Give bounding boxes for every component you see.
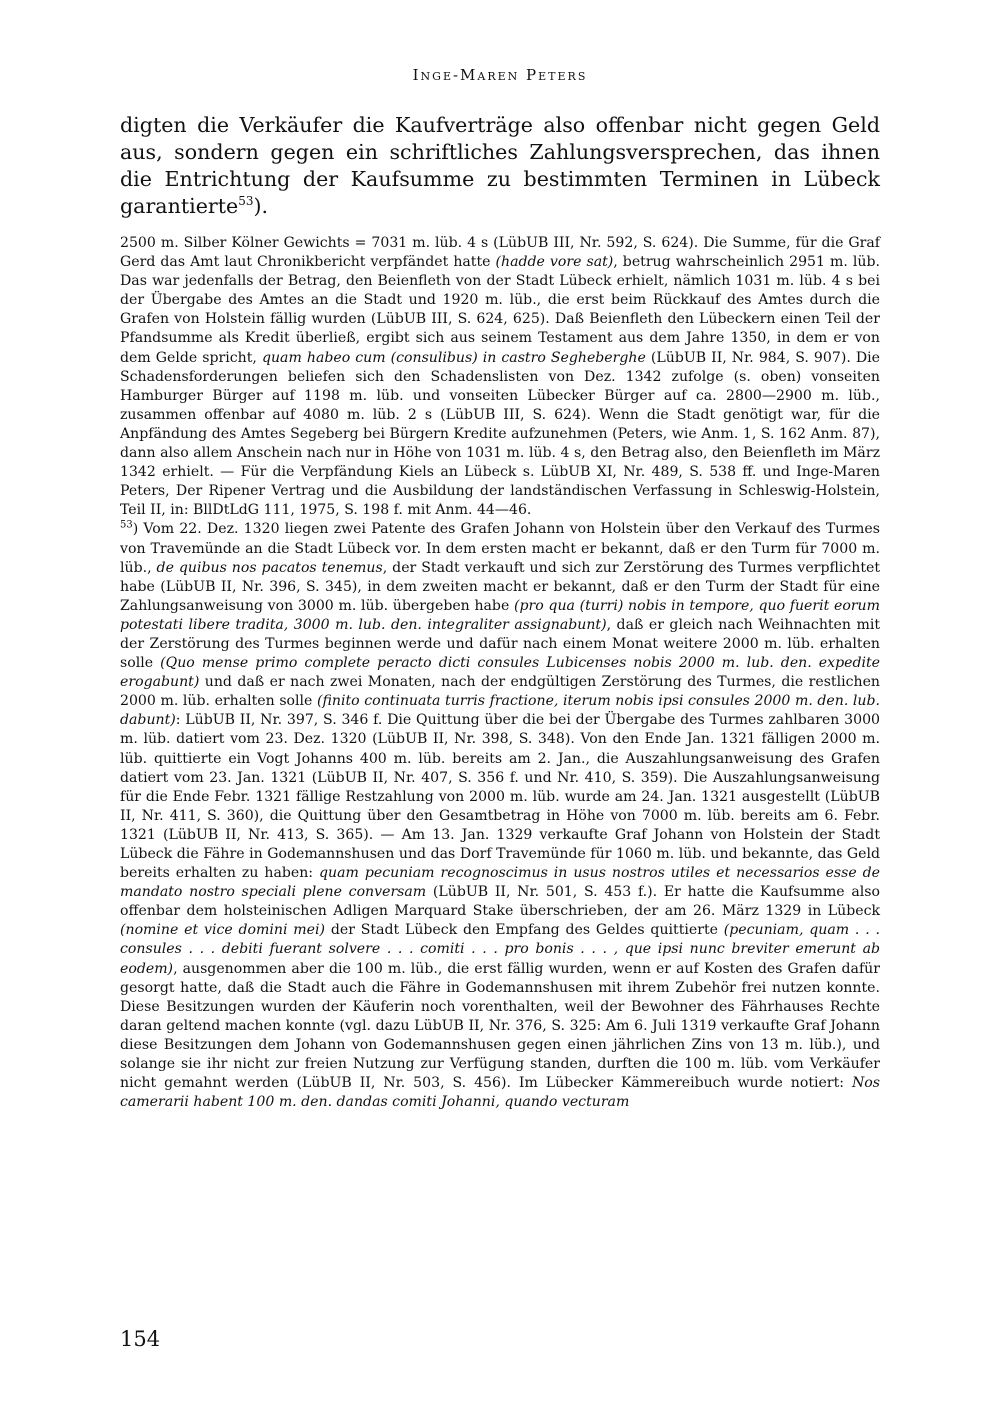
body-text: digten die Verkäufer die Kaufverträge also offenbar nicht gegen Geld aus, sondern gegen ein schriftliches Zahlungsversprechen, das ihnen die Entrichtung der Kaufsumme zu bestimmten Terminen in Lübeck garantierte: [120, 113, 880, 218]
footnote-text: 2500 m. Silber Kölner Gewichts = 7031 m. lüb. 4 s (LübUB III, Nr. 592, S. 624). Die Summe, für die Graf Gerd das Amt laut Chronikbericht verpfändet hatte: [120, 235, 880, 271]
footnote-text: ) Vom 22. Dez. 1320 liegen zwei Patente des Grafen Johann von Holstein über den Verkauf des Turmes von Travemünde an die Stadt Lübeck vor. In dem ersten macht er bekannt, daß er den Turm für 7000 m. lüb.,: [120, 521, 880, 576]
footnote-text: (LübUB II, Nr. 501, S. 453 f.). Er hatte die Kaufsumme also offenbar dem holsteinischen Adligen Marquard Stake überschrieben, der am 26. März 1329 in Lübeck: [120, 884, 880, 920]
footnote-text: , betrug wahrscheinlich 2951 m. lüb. Das war jedenfalls der Betrag, den Beienfleth von der Stadt Lübeck erhielt, nämlich 1031 m. lüb. 4 s bei der Übergabe des Amtes an die Stadt und 1920 m. lüb., die erst beim Rückkauf des Amtes durch die Grafen von Holstein fällig wurden (LübUB III, S. 624, 625). Daß Beienfleth den Lübeckern einen Teil der Pfandsumme als Kredit überließ, ergibt sich aus seinem Testament aus dem Jahre 1350, in dem er von dem Gelde spricht,: [120, 254, 880, 366]
footnote-text: und daß er nach zwei Monaten, nach der endgültigen Zerstörung des Turmes, die restlichen 2000 m. lüb. erhalten solle: [120, 674, 880, 710]
footnote-latin-quote: (pro qua (turri) nobis in tempore, quo fuerit eorum potestati libere tradita, 3000 m. lub. den. integraliter assignabunt): [120, 597, 880, 633]
footnote-text: , daß er gleich nach Weihnachten mit der Zerstörung des Turmes beginnen werde und dafür nach einem Monat weitere 2000 m. lüb. erhalten solle: [120, 616, 880, 672]
footnote-latin-quote: (pecuniam, quam . . . consules . . . debiti fuerant solvere . . . comiti . . . pro bonis . . . , que ipsi nunc breviter emerunt ab eodem): [120, 922, 881, 977]
footnote-latin-quote: (nomine et vice domini mei): [120, 922, 326, 939]
footnote-text: (LübUB II, Nr. 984, S. 907). Die Schadensforderungen beliefen sich den Schadenslisten von Dez. 1342 zufolge (s. oben) vonseiten Hamburger Bürger auf 1198 m. lüb. und vonseiten Lübecker Bürger auf ca. 2800—2900 m. lüb., zusammen offenbar auf 4080 m. lüb. 2 s (LübUB III, S. 624). Wenn die Stadt genötigt war, für die Anpfändung des Amtes Segeberg bei Bürgern Kredite aufzunehmen (Peters, wie Anm. 1, S. 162 Anm. 87), dann also allem Anschein nach nur in Höhe von 1031 m. lüb. 4 s, den Betrag also, den Beienfleth im März 1342 erhielt. — Für die Verpfändung Kiels an Lübeck s. LübUB XI, Nr. 489, S. 538 ff. und Inge-Maren Peters, Der Ripener Vertrag und die Ausbildung der landständischen Verfassung in Schleswig-Holstein, Teil II, in: BllDtLdG 111, 1975, S. 198 f. mit Anm. 44—46.: [120, 349, 881, 519]
footnote-latin-quote: (Quo mense primo complete peracto dicti consules Lubicenses nobis 2000 m. lub. den. expedite erogabunt): [120, 655, 880, 691]
footnote-latin-quote: quam habeo cum (consulibus) in castro Segheberghe: [261, 349, 646, 366]
footnote-latin-quote: (finito continuata turris fractione, iterum nobis ipsi consules 2000 m. den. lub. dabunt): [120, 693, 880, 729]
body-paragraph: [120, 112, 880, 220]
footnote-text: , der Stadt verkauft und sich zur Zerstörung des Turmes verpflichtet habe (LübUB II, Nr. 396, S. 345), in dem zweiten macht er bekannt, daß er den Turm der Stadt für eine Zahlungsanweisung von 3000 m. lüb. übergeben habe: [120, 559, 881, 614]
footnote-53: [120, 520, 880, 1112]
footnote-52-continuation: [120, 234, 880, 520]
footnote-text: der Stadt Lübeck den Empfang des Geldes quittierte: [325, 922, 724, 939]
footnotes: [120, 234, 880, 1112]
footnote-number: 53: [120, 519, 133, 531]
running-head: Inge-Maren Peters: [412, 66, 588, 84]
footnote-latin-quote: quam pecuniam recognoscimus in usus nostros utiles et necessarios esse de mandato nostro speciali plene conversam: [120, 865, 880, 901]
footnote-latin-quote: de quibus nos pacatos tenemus: [156, 559, 383, 576]
footnote-reference[interactable]: 53: [238, 194, 254, 209]
footnote-text: , ausgenommen aber die 100 m. lüb., die erst fällig wurden, wenn er auf Kosten des Grafen dafür gesorgt hatte, daß die Stadt auch die Fähre in Godemannshusen mit ihrem Zubehör frei nutzen konnte. Diese Besitzungen wurden der Käuferin noch vorenthalten, weil der Bewohner des Fährhauses Rechte daran geltend machen konnte (vgl. dazu LübUB II, Nr. 376, S. 325: Am 6. Juli 1319 verkaufte Graf Johann diese Besitzungen dem Johann von Godemannshusen gegen einen jährlichen Zins von 13 m. lüb.), und solange sie ihr nicht zur freien Nutzung zur Verfügung standen, durften die 100 m. lüb. vom Verkäufer nicht gemahnt werden (LübUB II, Nr. 503, S. 456). Im Lübecker Kämmereibuch wurde notiert:: [120, 960, 880, 1092]
footnote-text: : LübUB II, Nr. 397, S. 346 f. Die Quittung über die bei der Übergabe des Turmes zahlbaren 3000 m. lüb. datiert vom 23. Dez. 1320 (LübUB II, Nr. 398, S. 348). Von den Ende Jan. 1321 fälligen 2000 m. lüb. quittierte ein Vogt Johanns 400 m. lüb. bereits am 2. Jan., die Auszahlungsanweisung des Grafen datiert vom 23. Jan. 1321 (LübUB II, Nr. 407, S. 356 f. und Nr. 410, S. 359). Die Auszahlungsanweisung für die Ende Febr. 1321 fällige Restzahlung von 2000 m. lüb. wurde am 24. Jan. 1321 ausgestellt (LübUB II, Nr. 411, S. 360), die Quittung über den Gesamtbetrag in Höhe von 7000 m. lüb. bereits am 6. Febr. 1321 (LübUB II, Nr. 413, S. 365). — Am 13. Jan. 1329 verkaufte Graf Johann von Holstein der Stadt Lübeck die Fähre in Godemannshusen und das Dorf Travemünde für 1060 m. lüb. und bekannte, das Geld bereits erhalten zu haben:: [120, 712, 880, 882]
footnote-latin-quote: (hadde vore sat): [495, 254, 614, 271]
page-number: 154: [120, 1327, 161, 1351]
footnote-latin-quote: Nos camerarii habent 100 m. den. dandas comiti Johanni, quando vecturam: [120, 1075, 880, 1111]
body-text-end: ).: [253, 194, 269, 218]
